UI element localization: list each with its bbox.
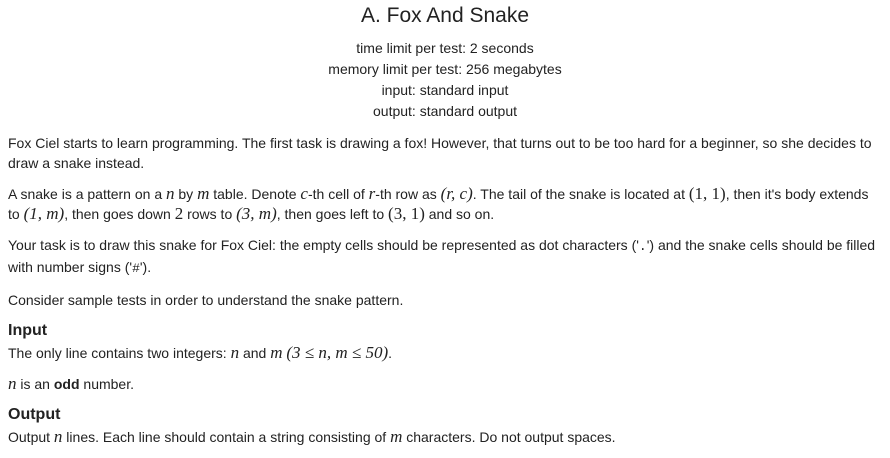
statement-paragraph-3 — [8, 235, 882, 279]
math-2: 2 — [174, 204, 184, 223]
math-constraint: (3 ≤ n, m ≤ 50) — [286, 343, 389, 362]
output-heading: Output — [8, 406, 61, 423]
math-c: c — [300, 184, 308, 203]
math-n: n — [53, 427, 63, 446]
text: by — [174, 186, 198, 202]
text: is an — [16, 376, 54, 392]
text: number. — [79, 376, 134, 392]
math-m: m — [270, 343, 283, 362]
statement-paragraph-1: Fox Ciel starts to learn programming. The first task is drawing a fox! However, that turns out to be too hard for a beginner, so she decides to draw a snake instead. — [8, 135, 872, 171]
text: , then goes left to — [276, 206, 389, 222]
text: -th cell of — [307, 186, 369, 202]
text: '). — [139, 259, 152, 275]
text: ') and the snake cells should be filled with number signs (' — [8, 237, 876, 275]
dot-char: . — [638, 239, 647, 254]
text: , then it's body extends to — [8, 186, 869, 222]
math-m: m — [390, 427, 403, 446]
odd-word: odd — [53, 376, 80, 392]
math-3-m: (3, m) — [236, 204, 277, 223]
input-heading: Input — [8, 322, 48, 339]
memory-limit: memory limit per test: 256 megabytes — [328, 61, 562, 77]
math-r: r — [368, 184, 376, 203]
math-n: n — [166, 184, 175, 203]
text: . The tail of the snake is located at — [472, 186, 689, 202]
text: and so on. — [424, 206, 495, 222]
math-1-m: (1, m) — [23, 204, 65, 223]
math-n: n — [230, 343, 240, 362]
text: A snake is a pattern on a — [8, 186, 166, 202]
math-n: n — [8, 374, 17, 393]
time-limit: time limit per test: 2 seconds — [356, 40, 534, 56]
text: characters. Do not output spaces. — [402, 429, 616, 445]
problem-header — [0, 0, 890, 122]
problem-title: A. Fox And Snake — [360, 4, 530, 27]
text: table. Denote — [209, 186, 301, 202]
statement-paragraph-4: Consider sample tests in order to understand the snake pattern. — [8, 292, 404, 308]
statement-paragraph-2 — [8, 184, 882, 224]
output-line-1 — [8, 427, 882, 447]
text: rows to — [183, 206, 237, 222]
text: Output — [8, 429, 54, 445]
text: -th row as — [375, 186, 441, 202]
math-3-1: (3, 1) — [388, 204, 425, 223]
text: , then goes down — [64, 206, 175, 222]
math-m: m — [197, 184, 210, 203]
text: and — [239, 345, 271, 361]
output-spec: output: standard output — [373, 103, 517, 119]
input-line-1 — [8, 343, 882, 363]
text: lines. Each line should contain a string consisting of — [62, 429, 391, 445]
hash-char: # — [132, 261, 140, 276]
input-spec: input: standard input — [381, 82, 509, 98]
math-rc: (r, c) — [440, 184, 473, 203]
text: . — [388, 345, 393, 361]
text: The only line contains two integers: — [8, 345, 231, 361]
math-1-1: (1, 1) — [688, 184, 726, 203]
problem-statement — [0, 133, 890, 447]
text: Your task is to draw this snake for Fox Ciel: the empty cells should be represented as dot characters (' — [8, 237, 639, 253]
input-line-2 — [8, 374, 882, 394]
